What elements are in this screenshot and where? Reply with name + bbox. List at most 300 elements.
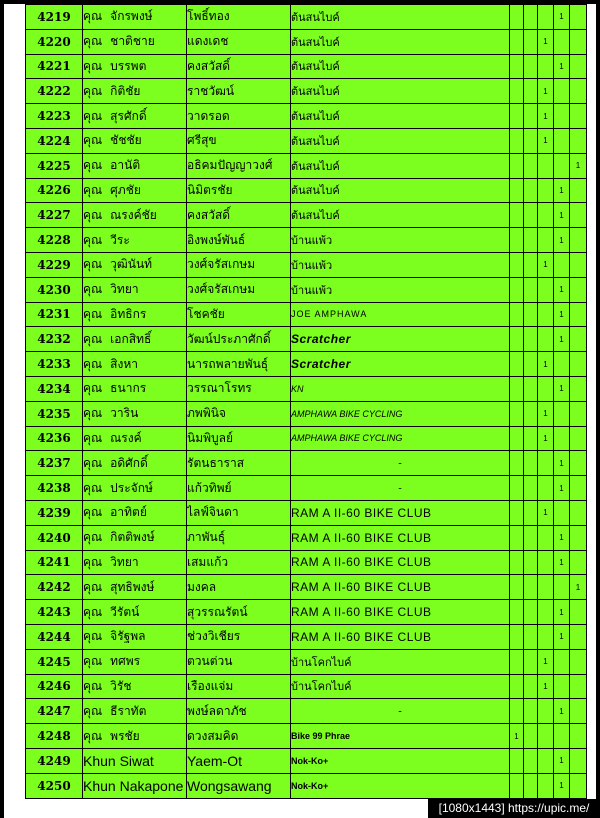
category-mark-cell: 1 bbox=[554, 525, 570, 550]
category-mark-cell bbox=[570, 352, 587, 377]
category-mark-cell bbox=[570, 525, 587, 550]
last-name: วาดรอด bbox=[187, 104, 291, 129]
club-name: บ้านแพ้ว bbox=[291, 252, 510, 277]
table-row bbox=[26, 699, 587, 724]
category-mark-cell bbox=[570, 500, 587, 525]
table-row bbox=[26, 153, 587, 178]
category-mark-cell bbox=[510, 5, 524, 30]
category-mark-cell bbox=[510, 575, 524, 600]
category-mark-cell bbox=[510, 352, 524, 377]
category-mark-cell bbox=[524, 575, 538, 600]
category-mark-cell bbox=[538, 178, 554, 203]
first-name-cell bbox=[83, 228, 187, 253]
title-prefix: คุณ bbox=[83, 604, 103, 619]
entry-number: 4239 bbox=[26, 500, 83, 525]
entry-number: 4224 bbox=[26, 128, 83, 153]
category-mark-cell bbox=[510, 525, 524, 550]
frame-border-right bbox=[596, 0, 600, 818]
first-name: ประจักษ์ bbox=[110, 480, 153, 495]
category-mark-cell: 1 bbox=[538, 401, 554, 426]
category-mark-cell bbox=[524, 104, 538, 129]
entry-number: 4223 bbox=[26, 104, 83, 129]
title-prefix: คุณ bbox=[83, 703, 103, 718]
category-mark-cell bbox=[510, 128, 524, 153]
table-row bbox=[26, 29, 587, 54]
category-mark-cell bbox=[524, 426, 538, 451]
first-name-cell bbox=[83, 277, 187, 302]
last-name: แดงเดช bbox=[187, 29, 291, 54]
image-size-footer[interactable]: [1080x1443] https://upic.me/ bbox=[428, 799, 600, 818]
first-name: วิทยา bbox=[110, 282, 139, 297]
club-name: Nok-Ko+ bbox=[291, 748, 510, 773]
table-row bbox=[26, 352, 587, 377]
category-mark-cell bbox=[524, 724, 538, 749]
category-mark-cell bbox=[570, 104, 587, 129]
first-name: วุฒินันท์ bbox=[110, 257, 153, 272]
category-mark-cell: 1 bbox=[538, 128, 554, 153]
category-mark-cell bbox=[510, 773, 524, 798]
entry-number: 4241 bbox=[26, 550, 83, 575]
category-mark-cell bbox=[510, 153, 524, 178]
title-prefix: คุณ bbox=[83, 629, 103, 644]
entry-number: 4220 bbox=[26, 29, 83, 54]
category-mark-cell bbox=[570, 228, 587, 253]
club-name: - bbox=[291, 476, 510, 501]
category-mark-cell: 1 bbox=[538, 29, 554, 54]
club-name: AMPHAWA BIKE CYCLING bbox=[291, 426, 510, 451]
last-name: นิมพิบูลย์ bbox=[187, 426, 291, 451]
table-row bbox=[26, 500, 587, 525]
entry-number: 4226 bbox=[26, 178, 83, 203]
category-mark-cell bbox=[570, 550, 587, 575]
title-prefix: คุณ bbox=[83, 9, 103, 24]
last-name: นารถพลายพันธุ์ bbox=[187, 352, 291, 377]
category-mark-cell bbox=[554, 153, 570, 178]
first-name: กิติชัย bbox=[110, 83, 141, 98]
title-prefix: คุณ bbox=[83, 306, 103, 321]
first-name: พรชัย bbox=[110, 728, 140, 743]
category-mark-cell bbox=[524, 401, 538, 426]
title-prefix: คุณ bbox=[83, 505, 103, 520]
category-mark-cell bbox=[570, 277, 587, 302]
first-name-cell bbox=[83, 376, 187, 401]
category-mark-cell: 1 bbox=[554, 228, 570, 253]
last-name: ไลฟ์จินดา bbox=[187, 500, 291, 525]
table-row bbox=[26, 128, 587, 153]
title-prefix: คุณ bbox=[83, 530, 103, 545]
last-name: นิมิตรชัย bbox=[187, 178, 291, 203]
title-prefix: คุณ bbox=[83, 108, 103, 123]
first-name: Khun Siwat bbox=[83, 752, 154, 769]
category-mark-cell bbox=[570, 128, 587, 153]
club-name: Scratcher bbox=[291, 327, 510, 352]
last-name: วงศ์จรัสเกษม bbox=[187, 277, 291, 302]
first-name-cell bbox=[83, 302, 187, 327]
title-prefix: คุณ bbox=[83, 207, 103, 222]
last-name: Wongsawang bbox=[187, 773, 291, 798]
entry-number: 4234 bbox=[26, 376, 83, 401]
entry-number: 4235 bbox=[26, 401, 83, 426]
category-mark-cell: 1 bbox=[570, 575, 587, 600]
category-mark-cell bbox=[524, 451, 538, 476]
category-mark-cell: 1 bbox=[554, 277, 570, 302]
category-mark-cell: 1 bbox=[538, 79, 554, 104]
table-row bbox=[26, 277, 587, 302]
entry-number: 4249 bbox=[26, 748, 83, 773]
club-name: Bike 99 Phrae bbox=[291, 724, 510, 749]
first-name: ชาติชาย bbox=[110, 34, 155, 49]
category-mark-cell bbox=[570, 79, 587, 104]
category-mark-cell: 1 bbox=[554, 302, 570, 327]
category-mark-cell bbox=[570, 600, 587, 625]
category-mark-cell bbox=[510, 649, 524, 674]
category-mark-cell: 1 bbox=[554, 748, 570, 773]
table-row bbox=[26, 426, 587, 451]
table-row bbox=[26, 376, 587, 401]
first-name: สุรศักดิ์ bbox=[110, 108, 147, 123]
first-name-cell bbox=[83, 252, 187, 277]
category-mark-cell bbox=[510, 451, 524, 476]
category-mark-cell bbox=[524, 624, 538, 649]
first-name-cell bbox=[83, 352, 187, 377]
category-mark-cell bbox=[510, 624, 524, 649]
first-name-cell bbox=[83, 624, 187, 649]
category-mark-cell bbox=[570, 649, 587, 674]
category-mark-cell: 1 bbox=[538, 649, 554, 674]
entry-number: 4236 bbox=[26, 426, 83, 451]
title-prefix: คุณ bbox=[83, 678, 103, 693]
first-name-cell bbox=[83, 699, 187, 724]
club-name: ต้นสนไบค์ bbox=[291, 54, 510, 79]
category-mark-cell bbox=[554, 674, 570, 699]
title-prefix: คุณ bbox=[83, 430, 103, 445]
category-mark-cell bbox=[538, 451, 554, 476]
club-name: - bbox=[291, 699, 510, 724]
title-prefix: คุณ bbox=[83, 480, 103, 495]
first-name: บรรพต bbox=[110, 58, 147, 73]
first-name-cell bbox=[83, 54, 187, 79]
first-name-cell bbox=[83, 773, 187, 798]
last-name: คงสวัสดิ์ bbox=[187, 203, 291, 228]
category-mark-cell: 1 bbox=[538, 104, 554, 129]
first-name: Khun Nakapone bbox=[83, 777, 184, 794]
category-mark-cell bbox=[510, 748, 524, 773]
category-mark-cell bbox=[510, 54, 524, 79]
first-name-cell bbox=[83, 203, 187, 228]
entry-number: 4246 bbox=[26, 674, 83, 699]
category-mark-cell bbox=[538, 228, 554, 253]
last-name: เรืองแจ่ม bbox=[187, 674, 291, 699]
category-mark-cell bbox=[570, 376, 587, 401]
first-name-cell bbox=[83, 153, 187, 178]
club-name: ต้นสนไบค์ bbox=[291, 104, 510, 129]
category-mark-cell: 1 bbox=[554, 773, 570, 798]
category-mark-cell bbox=[538, 773, 554, 798]
category-mark-cell bbox=[510, 104, 524, 129]
category-mark-cell bbox=[524, 525, 538, 550]
first-name-cell bbox=[83, 401, 187, 426]
last-name: รัตนธาราส bbox=[187, 451, 291, 476]
category-mark-cell bbox=[538, 724, 554, 749]
category-mark-cell bbox=[570, 29, 587, 54]
category-mark-cell bbox=[510, 699, 524, 724]
table-row bbox=[26, 104, 587, 129]
category-mark-cell bbox=[570, 624, 587, 649]
table-row bbox=[26, 228, 587, 253]
category-mark-cell: 1 bbox=[554, 178, 570, 203]
category-mark-cell bbox=[538, 5, 554, 30]
title-prefix: คุณ bbox=[83, 158, 103, 173]
first-name-cell bbox=[83, 550, 187, 575]
last-name: เสมแก้ว bbox=[187, 550, 291, 575]
category-mark-cell bbox=[554, 401, 570, 426]
title-prefix: คุณ bbox=[83, 554, 103, 569]
category-mark-cell: 1 bbox=[538, 252, 554, 277]
category-mark-cell: 1 bbox=[554, 376, 570, 401]
first-name: อาทิตย์ bbox=[110, 505, 147, 520]
category-mark-cell: 1 bbox=[538, 674, 554, 699]
category-mark-cell bbox=[538, 277, 554, 302]
last-name: แก้วทิพย์ bbox=[187, 476, 291, 501]
first-name-cell bbox=[83, 79, 187, 104]
category-mark-cell: 1 bbox=[554, 5, 570, 30]
first-name-cell bbox=[83, 327, 187, 352]
category-mark-cell bbox=[570, 773, 587, 798]
club-name: RAM A II-60 BIKE CLUB bbox=[291, 600, 510, 625]
category-mark-cell bbox=[570, 327, 587, 352]
table-row bbox=[26, 476, 587, 501]
club-name: RAM A II-60 BIKE CLUB bbox=[291, 575, 510, 600]
title-prefix: คุณ bbox=[83, 58, 103, 73]
category-mark-cell bbox=[524, 228, 538, 253]
category-mark-cell bbox=[524, 203, 538, 228]
category-mark-cell bbox=[570, 5, 587, 30]
category-mark-cell bbox=[554, 104, 570, 129]
last-name: ดวงสมคิด bbox=[187, 724, 291, 749]
entry-number: 4222 bbox=[26, 79, 83, 104]
club-name: ต้นสนไบค์ bbox=[291, 203, 510, 228]
category-mark-cell: 1 bbox=[554, 476, 570, 501]
first-name-cell bbox=[83, 451, 187, 476]
title-prefix: คุณ bbox=[83, 356, 103, 371]
club-name: Scratcher bbox=[291, 352, 510, 377]
first-name-cell bbox=[83, 178, 187, 203]
category-mark-cell bbox=[510, 476, 524, 501]
title-prefix: คุณ bbox=[83, 182, 103, 197]
category-mark-cell bbox=[524, 699, 538, 724]
category-mark-cell bbox=[524, 252, 538, 277]
first-name: ชัชชัย bbox=[110, 133, 142, 148]
club-name: ต้นสนไบค์ bbox=[291, 79, 510, 104]
title-prefix: คุณ bbox=[83, 232, 103, 247]
club-name: บ้านโคกไบค์ bbox=[291, 649, 510, 674]
category-mark-cell bbox=[510, 277, 524, 302]
table-row bbox=[26, 252, 587, 277]
category-mark-cell bbox=[538, 376, 554, 401]
table-row bbox=[26, 525, 587, 550]
category-mark-cell bbox=[554, 352, 570, 377]
category-mark-cell bbox=[524, 649, 538, 674]
first-name: กิตติพงษ์ bbox=[110, 530, 155, 545]
club-name: บ้านแพ้ว bbox=[291, 228, 510, 253]
category-mark-cell bbox=[554, 649, 570, 674]
first-name: ณรงค์ชัย bbox=[110, 207, 157, 222]
first-name: ศุภชัย bbox=[110, 182, 141, 197]
entry-number: 4227 bbox=[26, 203, 83, 228]
table-row bbox=[26, 550, 587, 575]
club-name: Nok-Ko+ bbox=[291, 773, 510, 798]
category-mark-cell bbox=[524, 773, 538, 798]
entry-number: 4219 bbox=[26, 5, 83, 30]
category-mark-cell: 1 bbox=[510, 724, 524, 749]
category-mark-cell bbox=[524, 476, 538, 501]
first-name: ณรงค์ bbox=[110, 430, 142, 445]
entry-number: 4248 bbox=[26, 724, 83, 749]
category-mark-cell: 1 bbox=[538, 426, 554, 451]
category-mark-cell bbox=[524, 600, 538, 625]
entry-number: 4231 bbox=[26, 302, 83, 327]
category-mark-cell bbox=[510, 252, 524, 277]
title-prefix: คุณ bbox=[83, 331, 103, 346]
first-name-cell bbox=[83, 476, 187, 501]
category-mark-cell: 1 bbox=[554, 203, 570, 228]
table-row bbox=[26, 203, 587, 228]
category-mark-cell bbox=[570, 178, 587, 203]
entry-number: 4221 bbox=[26, 54, 83, 79]
club-name: RAM A II-60 BIKE CLUB bbox=[291, 624, 510, 649]
category-mark-cell bbox=[570, 302, 587, 327]
category-mark-cell bbox=[524, 500, 538, 525]
category-mark-cell bbox=[570, 252, 587, 277]
category-mark-cell bbox=[524, 153, 538, 178]
category-mark-cell bbox=[538, 153, 554, 178]
title-prefix: คุณ bbox=[83, 83, 103, 98]
last-name: อิงพงษ์พันธ์ bbox=[187, 228, 291, 253]
first-name-cell bbox=[83, 748, 187, 773]
first-name-cell bbox=[83, 104, 187, 129]
first-name-cell bbox=[83, 128, 187, 153]
first-name: จักรพงษ์ bbox=[110, 9, 153, 24]
category-mark-cell bbox=[524, 277, 538, 302]
entry-number: 4237 bbox=[26, 451, 83, 476]
entry-number: 4250 bbox=[26, 773, 83, 798]
last-name: วัฒน์ประภาศักดิ์ bbox=[187, 327, 291, 352]
category-mark-cell bbox=[524, 674, 538, 699]
club-name: - bbox=[291, 451, 510, 476]
first-name: วิรัช bbox=[110, 678, 132, 693]
category-mark-cell: 1 bbox=[554, 550, 570, 575]
last-name: ศรีสุข bbox=[187, 128, 291, 153]
category-mark-cell bbox=[510, 550, 524, 575]
last-name: อธิคมปัญญาวงศ์ bbox=[187, 153, 291, 178]
category-mark-cell bbox=[538, 54, 554, 79]
first-name: สุทธิพงษ์ bbox=[110, 579, 155, 594]
category-mark-cell bbox=[538, 525, 554, 550]
last-name: มงคล bbox=[187, 575, 291, 600]
category-mark-cell: 1 bbox=[570, 153, 587, 178]
category-mark-cell bbox=[570, 451, 587, 476]
category-mark-cell bbox=[538, 575, 554, 600]
participant-table bbox=[25, 4, 587, 799]
table-row bbox=[26, 649, 587, 674]
first-name-cell bbox=[83, 525, 187, 550]
first-name: เอกสิทธิ์ bbox=[110, 331, 152, 346]
entry-number: 4230 bbox=[26, 277, 83, 302]
entry-number: 4240 bbox=[26, 525, 83, 550]
table-row bbox=[26, 748, 587, 773]
club-name: RAM A II-60 BIKE CLUB bbox=[291, 550, 510, 575]
category-mark-cell bbox=[510, 79, 524, 104]
first-name: จิรัฐพล bbox=[110, 629, 146, 644]
table-row bbox=[26, 575, 587, 600]
club-name: ต้นสนไบค์ bbox=[291, 5, 510, 30]
first-name-cell bbox=[83, 600, 187, 625]
category-mark-cell bbox=[510, 228, 524, 253]
club-name: บ้านแพ้ว bbox=[291, 277, 510, 302]
first-name: สิงหา bbox=[110, 356, 139, 371]
club-name: RAM A II-60 BIKE CLUB bbox=[291, 525, 510, 550]
first-name-cell bbox=[83, 674, 187, 699]
first-name: อดิศักดิ์ bbox=[110, 455, 148, 470]
entry-number: 4225 bbox=[26, 153, 83, 178]
club-name: RAM A II-60 BIKE CLUB bbox=[291, 500, 510, 525]
category-mark-cell bbox=[570, 476, 587, 501]
category-mark-cell bbox=[570, 426, 587, 451]
category-mark-cell bbox=[538, 327, 554, 352]
club-name: AMPHAWA BIKE CYCLING bbox=[291, 401, 510, 426]
table-row bbox=[26, 600, 587, 625]
title-prefix: คุณ bbox=[83, 654, 103, 669]
category-mark-cell bbox=[524, 550, 538, 575]
entry-number: 4247 bbox=[26, 699, 83, 724]
table-row bbox=[26, 302, 587, 327]
category-mark-cell: 1 bbox=[554, 600, 570, 625]
category-mark-cell bbox=[510, 376, 524, 401]
entry-number: 4232 bbox=[26, 327, 83, 352]
entry-number: 4244 bbox=[26, 624, 83, 649]
category-mark-cell bbox=[538, 699, 554, 724]
last-name: ราชวัฒน์ bbox=[187, 79, 291, 104]
category-mark-cell bbox=[524, 178, 538, 203]
category-mark-cell bbox=[524, 128, 538, 153]
last-name: วรรณาโรทร bbox=[187, 376, 291, 401]
first-name-cell bbox=[83, 5, 187, 30]
first-name-cell bbox=[83, 724, 187, 749]
first-name: ธีราทัต bbox=[110, 703, 147, 718]
entry-number: 4242 bbox=[26, 575, 83, 600]
table-row bbox=[26, 327, 587, 352]
category-mark-cell bbox=[510, 178, 524, 203]
title-prefix: คุณ bbox=[83, 579, 103, 594]
category-mark-cell bbox=[524, 29, 538, 54]
first-name: วิทยา bbox=[110, 554, 139, 569]
category-mark-cell: 1 bbox=[554, 624, 570, 649]
club-name: ต้นสนไบค์ bbox=[291, 29, 510, 54]
category-mark-cell bbox=[510, 401, 524, 426]
last-name: ภพพินิจ bbox=[187, 401, 291, 426]
last-name: โชคชัย bbox=[187, 302, 291, 327]
category-mark-cell: 1 bbox=[554, 54, 570, 79]
category-mark-cell bbox=[524, 302, 538, 327]
category-mark-cell bbox=[510, 600, 524, 625]
club-name: JOE AMPHAWA bbox=[291, 302, 510, 327]
first-name: วีระ bbox=[110, 232, 130, 247]
category-mark-cell bbox=[570, 724, 587, 749]
title-prefix: คุณ bbox=[83, 282, 103, 297]
title-prefix: คุณ bbox=[83, 257, 103, 272]
table-row bbox=[26, 5, 587, 30]
table-row bbox=[26, 674, 587, 699]
